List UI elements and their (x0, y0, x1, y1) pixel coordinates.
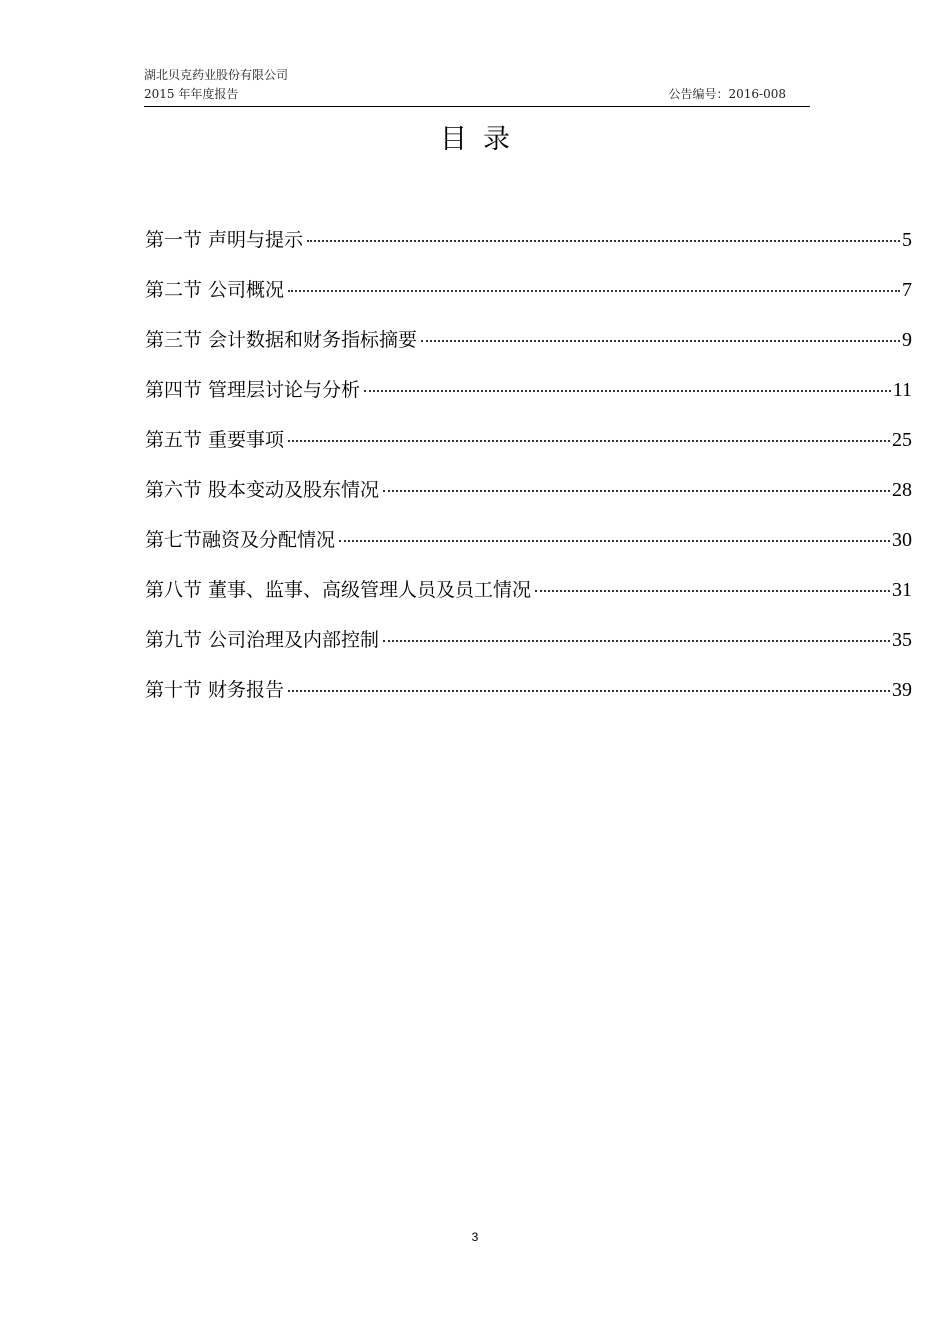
toc-leader-dots (383, 490, 890, 492)
toc-entry-label: 第十节 财务报告 (145, 679, 285, 701)
toc-leader-dots (364, 390, 891, 392)
toc-entry-label: 第六节 股本变动及股东情况 (145, 479, 380, 501)
toc-leader-dots (307, 240, 900, 242)
toc-entry-page: 31 (892, 579, 912, 601)
toc-entry-page: 9 (902, 329, 912, 351)
table-of-contents (145, 220, 912, 720)
toc-entry[interactable] (145, 570, 912, 620)
toc-entry-label: 第七节融资及分配情况 (145, 529, 336, 551)
toc-entry-page: 5 (902, 229, 912, 251)
toc-leader-dots (383, 640, 890, 642)
announcement-number: 公告编号：2016-008 (668, 87, 786, 101)
toc-entry[interactable] (145, 670, 912, 720)
toc-entry[interactable] (145, 520, 912, 570)
toc-leader-dots (339, 540, 890, 542)
toc-entry-page: 35 (892, 629, 912, 651)
toc-entry-label: 第四节 管理层讨论与分析 (145, 379, 361, 401)
toc-entry[interactable] (145, 220, 912, 270)
header-divider (144, 106, 810, 107)
toc-entry[interactable] (145, 270, 912, 320)
header-second-line (144, 85, 810, 104)
toc-entry[interactable] (145, 620, 912, 670)
page-header (144, 66, 810, 104)
toc-entry-page: 30 (892, 529, 912, 551)
toc-entry-page: 11 (892, 379, 912, 401)
toc-entry-page: 7 (902, 279, 912, 301)
toc-title: 目录 (440, 124, 526, 155)
report-title: 2015 年年度报告 (144, 87, 239, 101)
toc-entry-page: 28 (892, 479, 912, 501)
toc-entry[interactable] (145, 420, 912, 470)
toc-entry-page: 39 (892, 679, 912, 701)
toc-leader-dots (288, 690, 890, 692)
toc-entry-label: 第二节 公司概况 (145, 279, 285, 301)
toc-entry-label: 第三节 会计数据和财务指标摘要 (145, 329, 418, 351)
toc-leader-dots (535, 590, 890, 592)
toc-entry-page: 25 (892, 429, 912, 451)
toc-leader-dots (288, 290, 900, 292)
toc-entry-label: 第一节 声明与提示 (145, 229, 304, 251)
toc-leader-dots (421, 340, 900, 342)
toc-entry[interactable] (145, 320, 912, 370)
toc-leader-dots (288, 440, 890, 442)
toc-entry-label: 第九节 公司治理及内部控制 (145, 629, 380, 651)
toc-entry-label: 第八节 董事、监事、高级管理人员及员工情况 (145, 579, 532, 601)
toc-entry[interactable] (145, 470, 912, 520)
company-name: 湖北贝克药业股份有限公司 (144, 68, 289, 82)
toc-entry-label: 第五节 重要事项 (145, 429, 285, 451)
page-number: 3 (471, 1230, 479, 1244)
toc-entry[interactable] (145, 370, 912, 420)
